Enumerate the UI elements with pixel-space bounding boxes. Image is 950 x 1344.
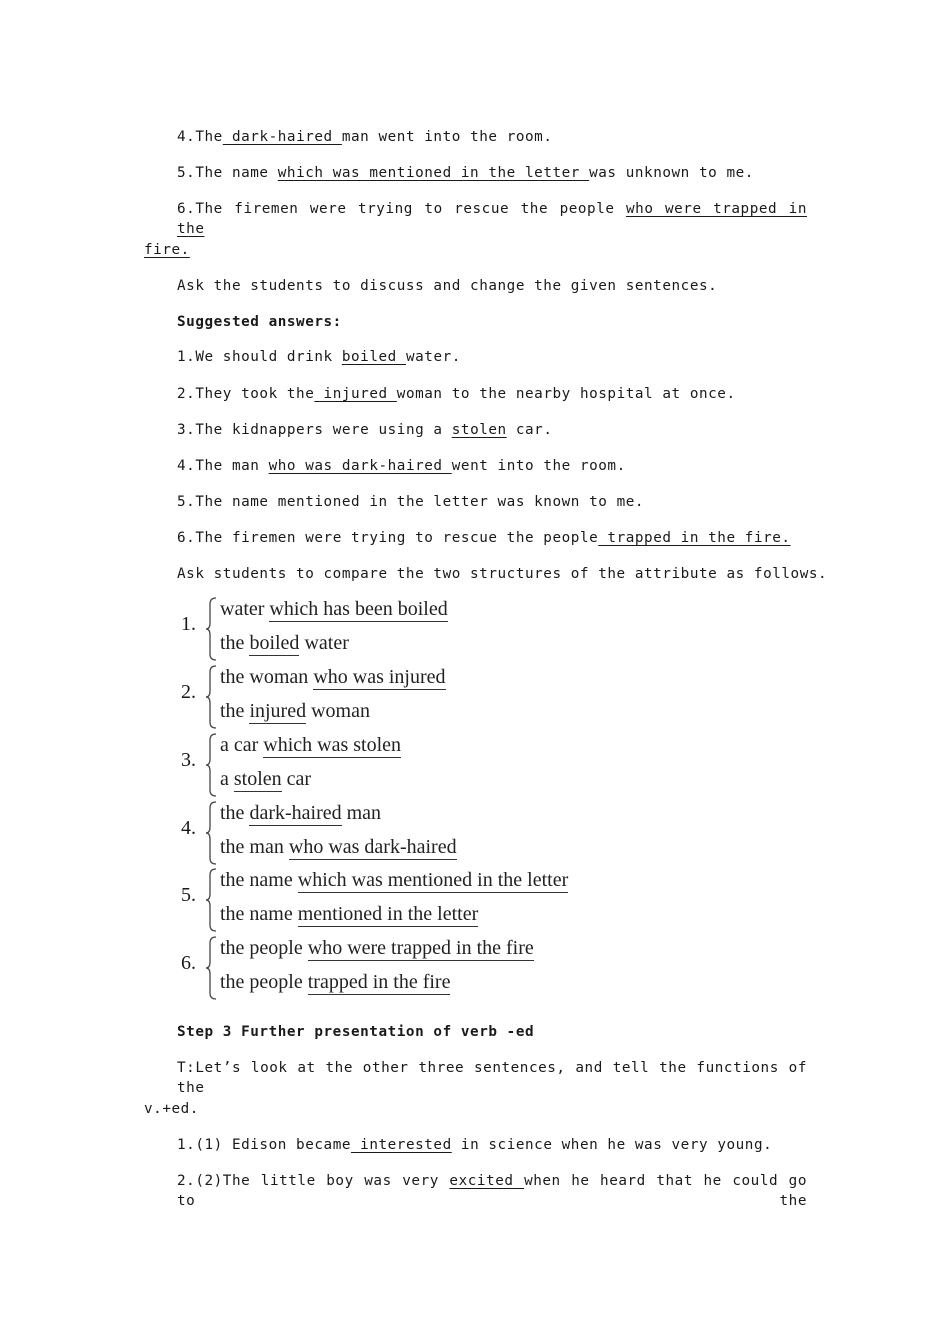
answer-4: 4.The man who was dark-haired went into the room.	[177, 458, 626, 474]
group-number: 5.	[181, 884, 196, 906]
brace-icon	[205, 935, 217, 1001]
brace-icon	[205, 800, 217, 866]
group-number: 1.	[181, 613, 196, 635]
short-form: the man who was dark-haired	[220, 836, 457, 858]
teacher-line-continued: v.+ed.	[144, 1101, 199, 1117]
long-form: a car which was stolen	[220, 734, 402, 756]
instruction-compare: Ask students to compare the two structures of the attribute as follows.	[177, 566, 828, 582]
answer-3: 3.The kidnappers were using a stolen car.	[177, 422, 553, 438]
sentence-6-continued: fire.	[144, 242, 190, 258]
short-form: the injured woman	[220, 700, 370, 722]
group-number: 2.	[181, 681, 196, 703]
underlined-phrase: dark-haired	[222, 129, 342, 145]
example-2: 2.(2)The little boy was very excited when he heard that he could go to the	[177, 1173, 807, 1209]
underlined-phrase: which was mentioned in the letter	[277, 165, 590, 181]
long-form: water which has been boiled	[220, 598, 448, 620]
answer-2: 2.They took the injured woman to the nearby hospital at once.	[177, 386, 736, 402]
group-number: 3.	[181, 749, 196, 771]
sentence-4: 4.The dark-haired man went into the room.	[177, 129, 553, 145]
brace-icon	[205, 664, 217, 730]
answer-1: 1.We should drink boiled water.	[177, 349, 461, 365]
sentence-5: 5.The name which was mentioned in the letter was unknown to me.	[177, 165, 754, 181]
brace-icon	[205, 596, 217, 662]
long-form: the dark-haired man	[220, 802, 382, 824]
long-form: the woman who was injured	[220, 666, 446, 688]
long-form: the name which was mentioned in the letter	[220, 869, 569, 891]
short-form: the name mentioned in the letter	[220, 903, 479, 925]
step3-heading: Step 3 Further presentation of verb -ed	[177, 1024, 535, 1040]
short-form: the boiled water	[220, 632, 349, 654]
sentence-6: 6.The firemen were trying to rescue the people who were trapped in the	[177, 201, 807, 237]
answer-5: 5.The name mentioned in the letter was known to me.	[177, 494, 645, 510]
teacher-line: T:Let’s look at the other three sentences, and tell the functions of the	[177, 1060, 807, 1096]
brace-icon	[205, 867, 217, 933]
short-form: a stolen car	[220, 768, 312, 790]
suggested-answers-heading: Suggested answers:	[177, 314, 342, 330]
brace-icon	[205, 732, 217, 798]
group-number: 4.	[181, 817, 196, 839]
answer-6: 6.The firemen were trying to rescue the people trapped in the fire.	[177, 530, 791, 546]
short-form: the people trapped in the fire	[220, 971, 451, 993]
instruction-discuss: Ask the students to discuss and change the given sentences.	[177, 278, 718, 294]
underlined-phrase: who were trapped in the	[177, 201, 807, 237]
group-number: 6.	[181, 952, 196, 974]
example-1: 1.(1) Edison became interested in science when he was very young.	[177, 1137, 773, 1153]
long-form: the people who were trapped in the fire	[220, 937, 534, 959]
